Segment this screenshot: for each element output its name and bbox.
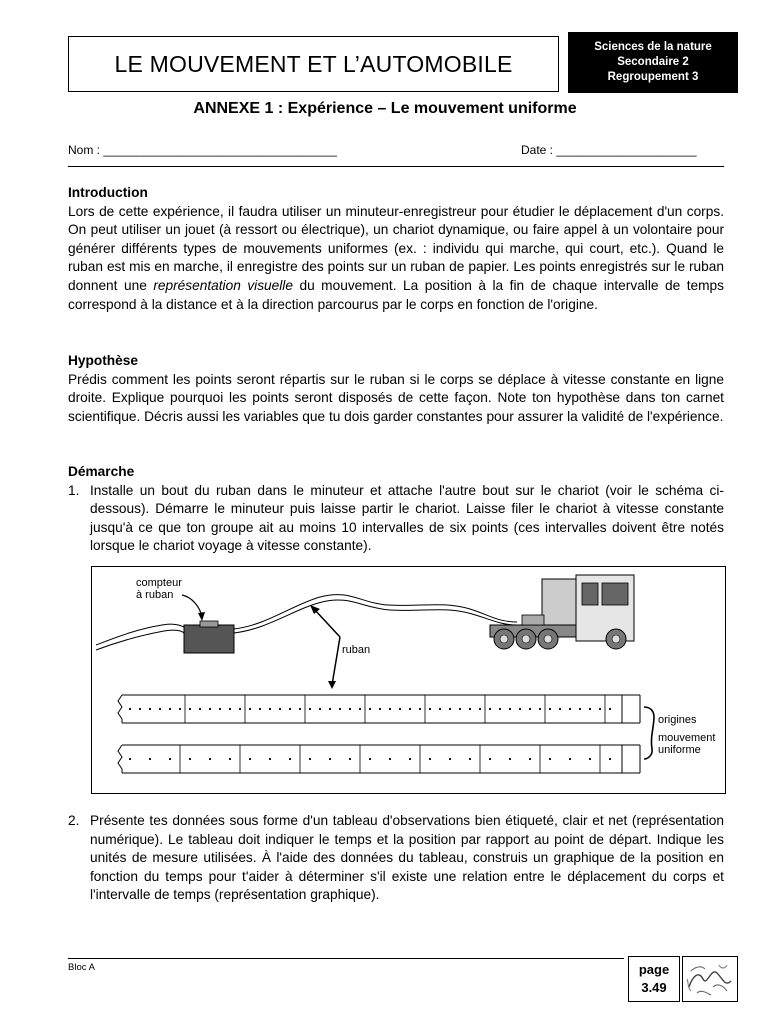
- tape-dot: [299, 708, 301, 710]
- tape-dot: [279, 708, 281, 710]
- name-field[interactable]: Nom : ___________________________________: [68, 143, 337, 157]
- tape-dot: [389, 708, 391, 710]
- tape-dot: [149, 708, 151, 710]
- tape-dot: [489, 708, 491, 710]
- tape-dot: [429, 758, 431, 760]
- diagram-drawing: [92, 567, 725, 793]
- tape-dot: [449, 758, 451, 760]
- demarche-heading: Démarche: [68, 464, 135, 479]
- step-number: 2.: [68, 813, 80, 828]
- tape-1: [118, 695, 640, 723]
- tape-dot: [349, 758, 351, 760]
- document-title-text: LE MOUVEMENT ET L’AUTOMOBILE: [114, 50, 513, 77]
- motion-label: mouvement uniforme: [658, 732, 716, 756]
- tape-dot: [409, 758, 411, 760]
- tape-dot: [169, 708, 171, 710]
- tape-dot: [359, 708, 361, 710]
- tape-dot: [499, 708, 501, 710]
- tape-dot: [129, 758, 131, 760]
- tape-dot: [569, 758, 571, 760]
- tape-dot: [269, 758, 271, 760]
- introduction-section: [68, 184, 724, 314]
- origins-label: origines: [658, 714, 697, 726]
- tape-dot: [269, 708, 271, 710]
- demarche-step-2: [68, 812, 724, 905]
- experiment-diagram: [91, 566, 726, 794]
- tape-dot: [529, 758, 531, 760]
- demarche-step-1: [68, 482, 724, 556]
- tape-dot: [419, 708, 421, 710]
- tape-dot: [289, 708, 291, 710]
- tape-dot: [129, 708, 131, 710]
- date-field[interactable]: Date : _____________________: [521, 143, 697, 157]
- tape-dot: [309, 758, 311, 760]
- step-text: Présente tes données sous forme d'un tableau d'observations bien étiqueté, clair et net (représentation numérique). Le tableau doit indiquer le temps et la position par rapport au point de départ. Indique les unités de mesure utilisées. À l'aide des données du tableau, construis un graphique de la position en fonction du temps pour t'aider à déterminer s'il existe une relation entre le déplacement du corps et l'intervalle de temps (représentation graphique).: [90, 813, 724, 903]
- tape-dot: [469, 758, 471, 760]
- tape-dot: [369, 708, 371, 710]
- tape-dot: [439, 708, 441, 710]
- tape-dot: [229, 708, 231, 710]
- tape-dot: [569, 708, 571, 710]
- tape-dot: [589, 758, 591, 760]
- demarche-section: [68, 463, 724, 556]
- tape-dot: [469, 708, 471, 710]
- tape-dot: [599, 708, 601, 710]
- logo-icon: [683, 957, 737, 1001]
- counter-label: compteur à ruban: [136, 577, 182, 601]
- tape-dot: [609, 708, 611, 710]
- tape-dot: [229, 758, 231, 760]
- hypothese-text: Prédis comment les points seront répartis sur le ruban si le corps se déplace à vitesse constante en ligne droite. Explique pourquoi les points seront disposés de cette façon. Note ton hypothèse dans ton carnet scientifique. Décris aussi les variables que tu dois garder constantes pour assurer la validité de l'expérience.: [68, 371, 724, 424]
- tape-dot: [349, 708, 351, 710]
- tape-dot: [289, 758, 291, 760]
- tape-dot: [409, 708, 411, 710]
- tape-dot: [459, 708, 461, 710]
- tape-dot: [389, 758, 391, 760]
- tape-dot: [259, 708, 261, 710]
- tape-dot: [209, 708, 211, 710]
- footer-divider: [68, 958, 624, 959]
- course-badge: [568, 32, 738, 93]
- badge-group: Regroupement 3: [607, 71, 699, 83]
- page-label: page: [638, 962, 670, 977]
- tape-dot: [169, 758, 171, 760]
- tape-dot: [309, 708, 311, 710]
- tape-dot: [249, 708, 251, 710]
- logo-image: [682, 956, 738, 1002]
- demarche-step-2-wrapper: [68, 812, 724, 905]
- tape-dot: [199, 708, 201, 710]
- introduction-text: Lors de cette expérience, il faudra utiliser un minuteur-enregistreur pour étudier le déplacement d'un corps. On peut utiliser un jouet (à ressort ou électrique), un chariot dynamique, ou faire appel à un volontaire pour générer différents types de mouvements uniformes (ex. : individu qui marche, qui court, etc.). Quand le ruban est mis en marche, il enregistre des points sur un ruban de papier. Les points enregistrés sur le ruban donnent une représentation visuelle du mouvement. La position à la fin de chaque intervalle de temps correspond à la distance et à la direction parcourus par le corps en fonction de l'origine.: [68, 203, 724, 312]
- tape-dot: [219, 708, 221, 710]
- tape-dot: [319, 708, 321, 710]
- tape-dot: [489, 758, 491, 760]
- tape-dot: [449, 708, 451, 710]
- hypothese-heading: Hypothèse: [68, 353, 138, 368]
- tape-dot: [179, 708, 181, 710]
- tape-dot: [329, 708, 331, 710]
- step-text: Installe un bout du ruban dans le minuteur et attache l'autre bout sur le chariot (voir le schéma ci-dessous). Démarre le minuteur puis laisse partir le chariot. Laisse filer le chariot à vitesse constante jusqu'à ce que ton groupe ait au moins 10 intervalles de six points (ces intervalles doivent être notés lorsque le chariot voyage à vitesse constante).: [90, 482, 724, 554]
- page-number: 3.49: [641, 980, 667, 995]
- document-title: [68, 36, 559, 92]
- tape-dot: [429, 708, 431, 710]
- tape-dot: [539, 708, 541, 710]
- tape-dot: [369, 758, 371, 760]
- tape-dot: [139, 708, 141, 710]
- tape-dot: [609, 758, 611, 760]
- tape-dot: [519, 708, 521, 710]
- tape-dot: [209, 758, 211, 760]
- tape-dot: [249, 758, 251, 760]
- tape-dot: [149, 758, 151, 760]
- hypothese-section: [68, 352, 724, 426]
- tape-dot: [329, 758, 331, 760]
- tape-dot: [589, 708, 591, 710]
- tape-dot: [509, 708, 511, 710]
- bloc-label: Bloc A: [68, 962, 95, 973]
- tape-dot: [579, 708, 581, 710]
- tape-dot: [559, 708, 561, 710]
- tape-dot: [379, 708, 381, 710]
- badge-subject: Sciences de la nature: [594, 41, 712, 53]
- tape-dot: [189, 758, 191, 760]
- tape-dot: [509, 758, 511, 760]
- tape-dot: [399, 708, 401, 710]
- tape-dot: [549, 708, 551, 710]
- tape-dot: [159, 708, 161, 710]
- tape-2: [118, 745, 640, 773]
- step-number: 1.: [68, 482, 80, 498]
- tape-dot: [239, 708, 241, 710]
- header-divider: [68, 166, 724, 167]
- badge-level: Secondaire 2: [617, 56, 689, 68]
- tape-dot: [549, 758, 551, 760]
- tape-dot: [339, 708, 341, 710]
- tape-dot: [189, 708, 191, 710]
- tape-dot: [479, 708, 481, 710]
- introduction-heading: Introduction: [68, 185, 148, 200]
- ribbon-label: ruban: [342, 644, 371, 656]
- tape-dot: [529, 708, 531, 710]
- page-number-box: [628, 956, 680, 1002]
- annexe-title: ANNEXE 1 : Expérience – Le mouvement uniforme: [193, 100, 577, 117]
